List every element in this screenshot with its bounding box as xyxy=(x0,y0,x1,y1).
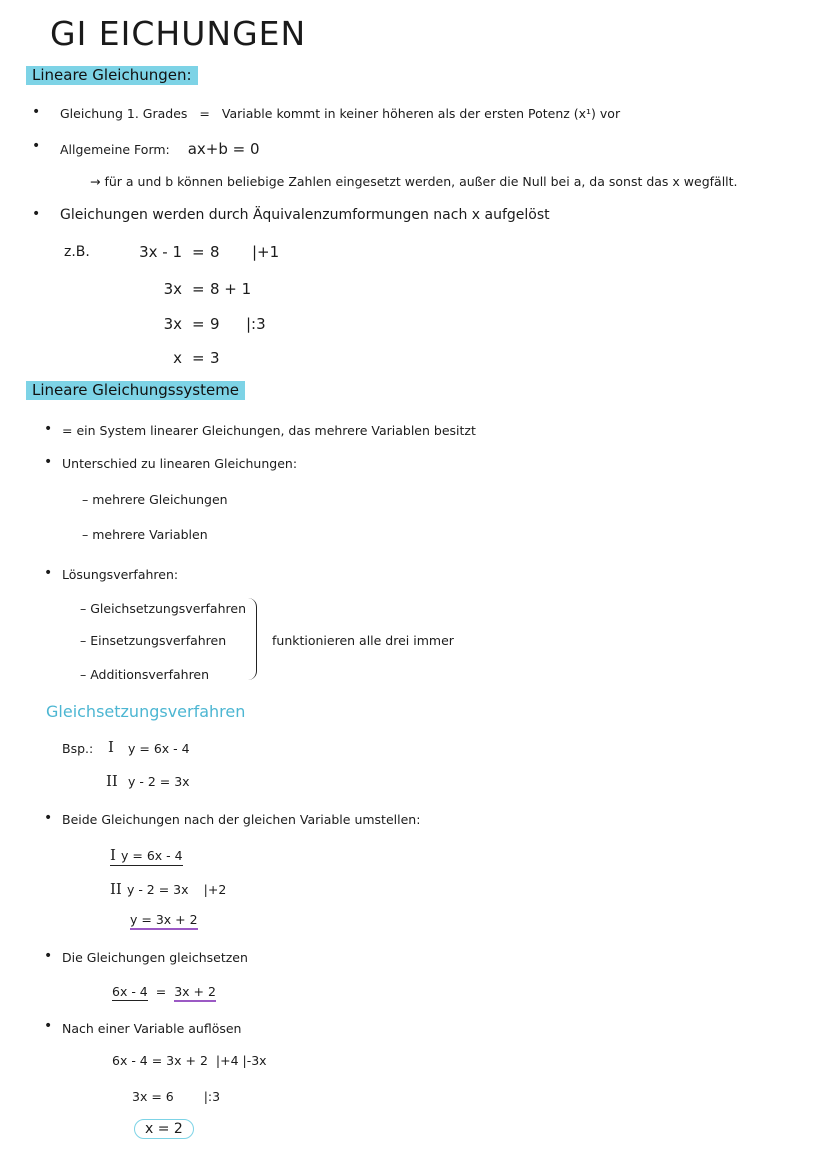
bullet-icon: • xyxy=(44,421,53,437)
example-row-lhs: 3x xyxy=(163,315,182,333)
bullet-icon: • xyxy=(44,565,53,581)
subsection-heading: Gleichsetzungsverfahren xyxy=(46,702,246,721)
example-row-eq: = xyxy=(192,280,205,298)
method-item: – Additionsverfahren xyxy=(80,667,210,682)
bullet-icon: • xyxy=(44,948,53,964)
example-row-rhs: 3 xyxy=(210,349,220,367)
example-row-rhs: 8 + 1 xyxy=(210,280,252,298)
method-item: – Einsetzungsverfahren xyxy=(80,633,227,648)
step3-line1-eq: 6x - 4 = 3x + 2 xyxy=(112,1053,208,1068)
example-row-eq: = xyxy=(192,349,205,367)
eq-roman-numeral: I xyxy=(108,738,114,756)
step3-result xyxy=(134,1121,194,1137)
example-row-lhs: x xyxy=(173,349,182,367)
bullet-icon: • xyxy=(32,104,41,120)
linear-b2 xyxy=(60,140,260,158)
example-row-rhs: 9 xyxy=(210,315,220,333)
example-row-rhs: 8 xyxy=(210,243,220,261)
section-heading-linear: Lineare Gleichungen: xyxy=(26,66,198,85)
bullet-icon: • xyxy=(32,206,41,222)
page-title: GI EICHUNGEN xyxy=(50,14,307,53)
step3-line2 xyxy=(132,1089,220,1104)
eq1: y = 6x - 4 xyxy=(128,741,190,756)
systems-b3: Lösungsverfahren: xyxy=(62,567,179,582)
methods-note: funktionieren alle drei immer xyxy=(272,633,454,648)
linear-b1 xyxy=(60,106,620,121)
step2-rhs: 3x + 2 xyxy=(174,984,216,1002)
step3-line1-op: |+4 |-3x xyxy=(215,1053,267,1068)
step3-line1 xyxy=(112,1053,267,1068)
step2-equation xyxy=(112,984,216,999)
step1-line2 xyxy=(110,879,226,898)
step1-line1-eq: y = 6x - 4 xyxy=(121,848,183,863)
systems-b2: Unterschied zu linearen Gleichungen: xyxy=(62,456,298,471)
linear-b2-term: Allgemeine Form: xyxy=(60,142,170,157)
step3-line2-eq: 3x = 6 xyxy=(132,1089,174,1104)
linear-b1-desc: Variable kommt in keiner höheren als der ersten Potenz (x¹) vor xyxy=(221,106,621,121)
bsp-label: Bsp.: xyxy=(62,741,94,756)
example-row-lhs: 3x - 1 xyxy=(139,243,182,261)
step3-text: Nach einer Variable auflösen xyxy=(62,1021,242,1036)
step1-line2-op: |+2 xyxy=(203,882,227,897)
result-circle: x = 2 xyxy=(134,1119,194,1139)
eq-roman-numeral: II xyxy=(110,880,122,898)
systems-diff2: – mehrere Variablen xyxy=(82,527,208,542)
eq-roman-numeral: I xyxy=(110,846,116,864)
method-item: – Gleichsetzungsverfahren xyxy=(80,601,246,616)
linear-b1-eq: = xyxy=(199,106,210,121)
eq-roman-numeral: II xyxy=(106,772,118,790)
example-row-lhs: 3x xyxy=(163,280,182,298)
step1-line3 xyxy=(130,912,198,927)
step3-line2-op: |:3 xyxy=(203,1089,221,1104)
linear-b2-note: → für a und b können beliebige Zahlen eingesetzt werden, außer die Null bei a, da sonst das x wegfällt. xyxy=(90,174,738,189)
step2-eq: = xyxy=(155,984,167,999)
bullet-icon: • xyxy=(44,810,53,826)
eq2: y - 2 = 3x xyxy=(128,774,190,789)
example-row-eq: = xyxy=(192,315,205,333)
example-row-eq: = xyxy=(192,243,205,261)
linear-b1-term: Gleichung 1. Grades xyxy=(60,106,188,121)
example-row-op: |:3 xyxy=(246,315,266,333)
linear-b2-formula: ax+b = 0 xyxy=(187,140,260,158)
step1-text: Beide Gleichungen nach der gleichen Variable umstellen: xyxy=(62,812,421,827)
step2-lhs: 6x - 4 xyxy=(112,984,148,999)
step1-line1 xyxy=(110,845,183,866)
linear-b3: Gleichungen werden durch Äquivalenzumformungen nach x aufgelöst xyxy=(60,207,550,223)
systems-b1: = ein System linearer Gleichungen, das mehrere Variablen besitzt xyxy=(62,423,476,438)
systems-diff1: – mehrere Gleichungen xyxy=(82,492,228,507)
step2-text: Die Gleichungen gleichsetzen xyxy=(62,950,248,965)
example-prefix: z.B. xyxy=(64,244,90,260)
section-heading-systems: Lineare Gleichungssysteme xyxy=(26,381,245,400)
bullet-icon: • xyxy=(32,138,41,154)
brace-icon xyxy=(248,598,257,680)
example-row-op: |+1 xyxy=(252,243,280,261)
step1-line3-eq: y = 3x + 2 xyxy=(130,912,198,930)
bullet-icon: • xyxy=(44,1018,53,1034)
bullet-icon: • xyxy=(44,454,53,470)
step1-line2-eq: y - 2 = 3x xyxy=(126,882,189,897)
